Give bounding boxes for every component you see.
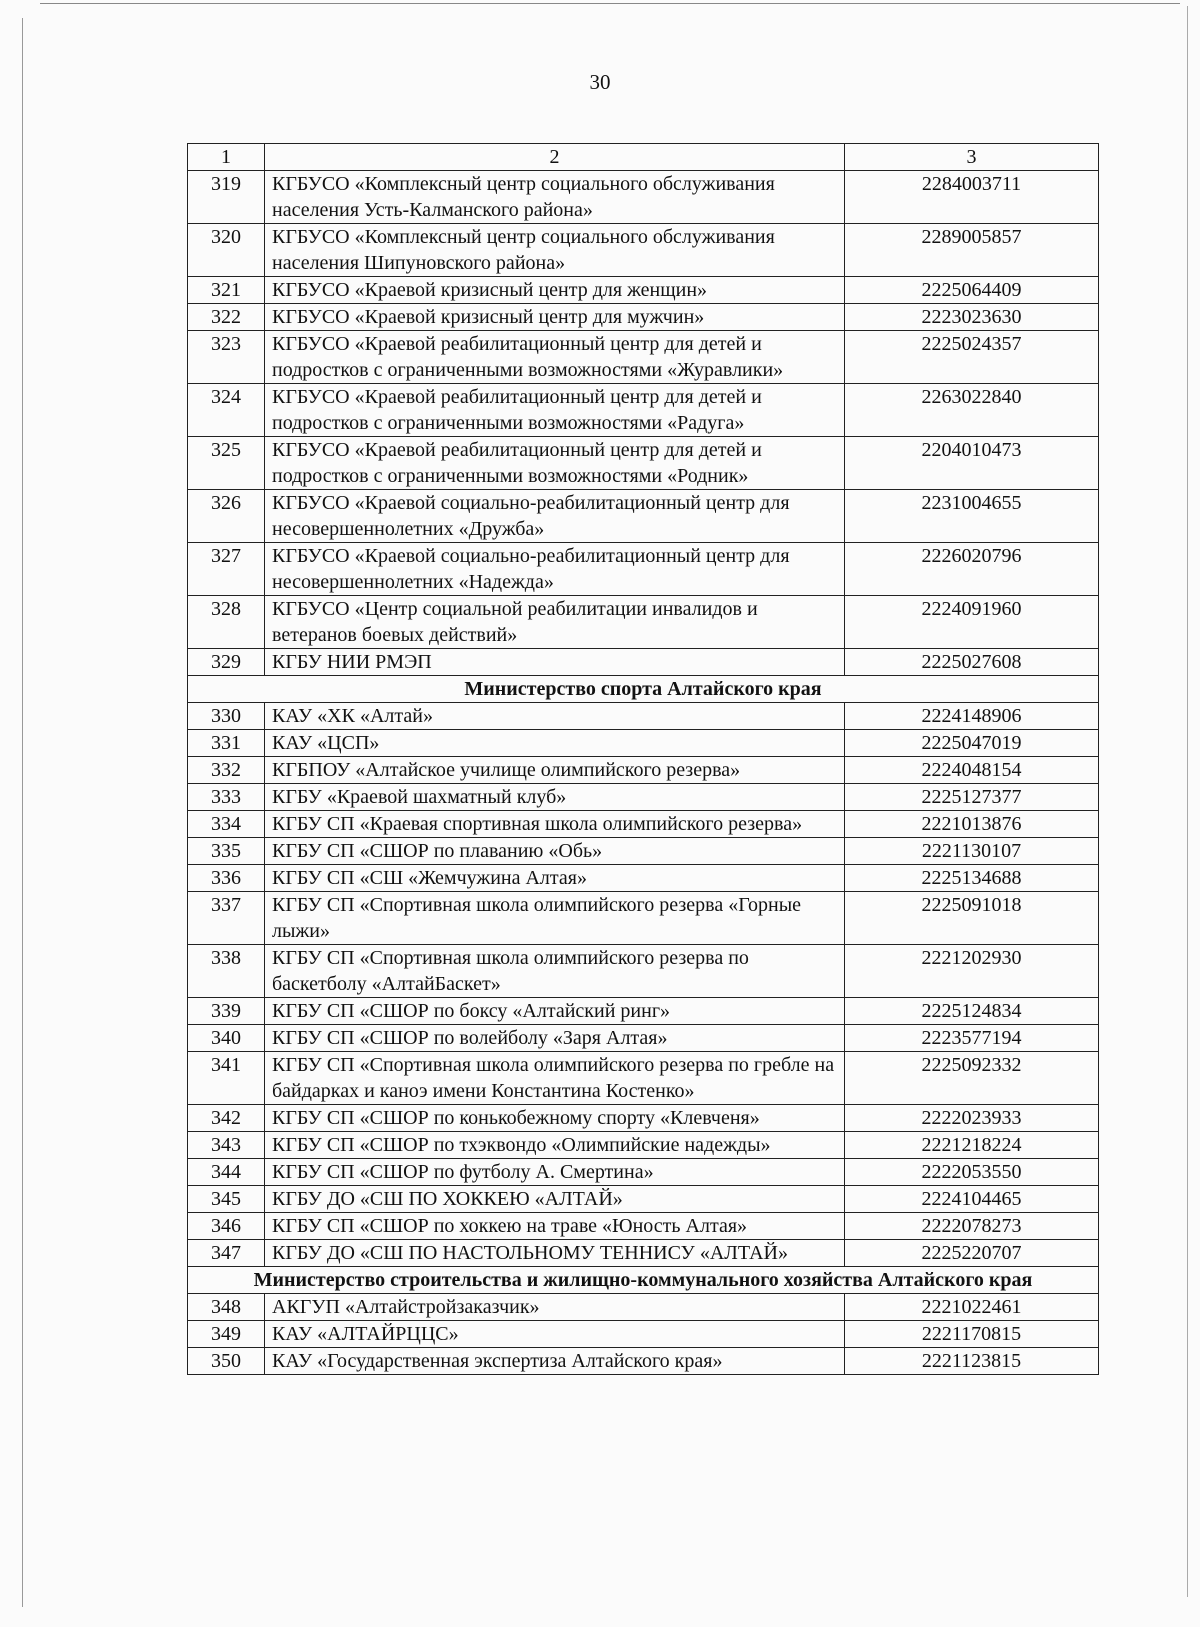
row-number: 342 [188,1105,265,1132]
row-number: 332 [188,757,265,784]
table-row [188,998,1099,1025]
row-number: 343 [188,1132,265,1159]
organization-name: КГБУ СП «СШОР по футболу А. Смертина» [265,1159,845,1186]
row-number: 331 [188,730,265,757]
table-row [188,490,1099,543]
inn-value: 2221170815 [845,1321,1099,1348]
row-number: 341 [188,1052,265,1105]
organization-name: КГБУ СП «Краевая спортивная школа олимпийского резерва» [265,811,845,838]
organization-name: КГБУ ДО «СШ ПО НАСТОЛЬНОМУ ТЕННИСУ «АЛТАЙ» [265,1240,845,1267]
inn-value: 2224104465 [845,1186,1099,1213]
inn-value: 2222023933 [845,1105,1099,1132]
organization-name: КАУ «АЛТАЙРЦЦС» [265,1321,845,1348]
table-row [188,331,1099,384]
row-number: 339 [188,998,265,1025]
organization-name: КГБУ ДО «СШ ПО ХОККЕЮ «АЛТАЙ» [265,1186,845,1213]
row-number: 334 [188,811,265,838]
organizations-table [187,143,1099,1375]
table-row [188,1294,1099,1321]
inn-value: 2263022840 [845,384,1099,437]
row-number: 329 [188,649,265,676]
row-number: 324 [188,384,265,437]
row-number: 323 [188,331,265,384]
header-col-3: 3 [845,144,1099,171]
row-number: 320 [188,224,265,277]
inn-value: 2221013876 [845,811,1099,838]
row-number: 328 [188,596,265,649]
table-row [188,596,1099,649]
organization-name: КГБУ СП «СШ «Жемчужина Алтая» [265,865,845,892]
row-number: 347 [188,1240,265,1267]
table-row [188,1348,1099,1375]
inn-value: 2221130107 [845,838,1099,865]
header-col-1: 1 [188,144,265,171]
organization-name: КГБУСО «Краевой реабилитационный центр для детей и подростков с ограниченными возможностями «Журавлики» [265,331,845,384]
organization-name: КГБУ СП «СШОР по плаванию «Обь» [265,838,845,865]
inn-value: 2222053550 [845,1159,1099,1186]
inn-value: 2225064409 [845,277,1099,304]
table-row [188,1186,1099,1213]
table-row [188,1052,1099,1105]
inn-value: 2224148906 [845,703,1099,730]
table-row [188,1213,1099,1240]
row-number: 344 [188,1159,265,1186]
organization-name: КГБУ СП «Спортивная школа олимпийского резерва по гребле на байдарках и каноэ имени Константина Костенко» [265,1052,845,1105]
inn-value: 2225127377 [845,784,1099,811]
table-row [188,224,1099,277]
inn-value: 2289005857 [845,224,1099,277]
organization-name: КГБУСО «Краевой реабилитационный центр для детей и подростков с ограниченными возможностями «Родник» [265,437,845,490]
inn-value: 2223577194 [845,1025,1099,1052]
row-number: 345 [188,1186,265,1213]
inn-value: 2225027608 [845,649,1099,676]
row-number: 335 [188,838,265,865]
table-body [188,144,1099,1375]
row-number: 333 [188,784,265,811]
section-header-row [188,676,1099,703]
table-row [188,171,1099,224]
row-number: 338 [188,945,265,998]
table-row [188,945,1099,998]
row-number: 350 [188,1348,265,1375]
table-row [188,1321,1099,1348]
inn-value: 2225092332 [845,1052,1099,1105]
sheet-edge-right [1187,6,1188,1597]
organization-name: КАУ «Государственная экспертиза Алтайского края» [265,1348,845,1375]
table-row [188,304,1099,331]
organization-name: АКГУП «Алтайстройзаказчик» [265,1294,845,1321]
row-number: 326 [188,490,265,543]
row-number: 325 [188,437,265,490]
row-number: 336 [188,865,265,892]
table-row [188,649,1099,676]
inn-value: 2221123815 [845,1348,1099,1375]
inn-value: 2231004655 [845,490,1099,543]
organization-name: КГБУ СП «Спортивная школа олимпийского резерва по баскетболу «АлтайБаскет» [265,945,845,998]
table-row [188,838,1099,865]
table-row [188,277,1099,304]
inn-value: 2221022461 [845,1294,1099,1321]
table-row [188,757,1099,784]
organization-name: КГБУ «Краевой шахматный клуб» [265,784,845,811]
table-row [188,384,1099,437]
inn-value: 2204010473 [845,437,1099,490]
row-number: 337 [188,892,265,945]
organization-name: КГБУ СП «СШОР по волейболу «Заря Алтая» [265,1025,845,1052]
inn-value: 2225220707 [845,1240,1099,1267]
row-number: 327 [188,543,265,596]
organization-name: КГБУСО «Краевой кризисный центр для мужчин» [265,304,845,331]
table-header-row [188,144,1099,171]
table-row [188,703,1099,730]
row-number: 346 [188,1213,265,1240]
row-number: 348 [188,1294,265,1321]
row-number: 349 [188,1321,265,1348]
table-row [188,1132,1099,1159]
table-row [188,811,1099,838]
organization-name: КГБУ СП «СШОР по конькобежному спорту «Клевченя» [265,1105,845,1132]
organization-name: КАУ «ЦСП» [265,730,845,757]
row-number: 340 [188,1025,265,1052]
organization-name: КГБУ НИИ РМЭП [265,649,845,676]
inn-value: 2225124834 [845,998,1099,1025]
inn-value: 2225047019 [845,730,1099,757]
organization-name: КГБУ СП «Спортивная школа олимпийского резерва «Горные лыжи» [265,892,845,945]
inn-value: 2225134688 [845,865,1099,892]
organization-name: КГБУ СП «СШОР по тхэквондо «Олимпийские надежды» [265,1132,845,1159]
organization-name: КГБУСО «Краевой реабилитационный центр для детей и подростков с ограниченными возможностями «Радуга» [265,384,845,437]
inn-value: 2222078273 [845,1213,1099,1240]
inn-value: 2221218224 [845,1132,1099,1159]
table-row [188,784,1099,811]
inn-value: 2225091018 [845,892,1099,945]
organization-name: КГБПОУ «Алтайское училище олимпийского резерва» [265,757,845,784]
section-title: Министерство спорта Алтайского края [188,676,1099,703]
table-row [188,892,1099,945]
inn-value: 2226020796 [845,543,1099,596]
organization-name: КАУ «ХК «Алтай» [265,703,845,730]
inn-value: 2224091960 [845,596,1099,649]
section-header-row [188,1267,1099,1294]
table-row [188,1105,1099,1132]
inn-value: 2221202930 [845,945,1099,998]
row-number: 322 [188,304,265,331]
inn-value: 2224048154 [845,757,1099,784]
table-row [188,543,1099,596]
table-row [188,437,1099,490]
inn-value: 2223023630 [845,304,1099,331]
page-number: 30 [589,70,611,94]
inn-value: 2225024357 [845,331,1099,384]
inn-value: 2284003711 [845,171,1099,224]
row-number: 330 [188,703,265,730]
row-number: 319 [188,171,265,224]
organization-name: КГБУСО «Краевой социально-реабилитационный центр для несовершеннолетних «Надежда» [265,543,845,596]
row-number: 321 [188,277,265,304]
sheet-edge-top [40,0,1180,4]
table-row [188,865,1099,892]
organization-name: КГБУСО «Комплексный центр социального обслуживания населения Усть-Калманского района» [265,171,845,224]
header-col-2: 2 [265,144,845,171]
organization-name: КГБУСО «Краевой социально-реабилитационный центр для несовершеннолетних «Дружба» [265,490,845,543]
table-row [188,730,1099,757]
table-row [188,1159,1099,1186]
organization-name: КГБУСО «Краевой кризисный центр для женщин» [265,277,845,304]
section-title: Министерство строительства и жилищно-коммунального хозяйства Алтайского края [188,1267,1099,1294]
table-row [188,1240,1099,1267]
organization-name: КГБУ СП «СШОР по хоккею на траве «Юность Алтая» [265,1213,845,1240]
organization-name: КГБУСО «Комплексный центр социального обслуживания населения Шипуновского района» [265,224,845,277]
table-row [188,1025,1099,1052]
organization-name: КГБУ СП «СШОР по боксу «Алтайский ринг» [265,998,845,1025]
sheet-edge-left [22,18,23,1607]
organization-name: КГБУСО «Центр социальной реабилитации инвалидов и ветеранов боевых действий» [265,596,845,649]
